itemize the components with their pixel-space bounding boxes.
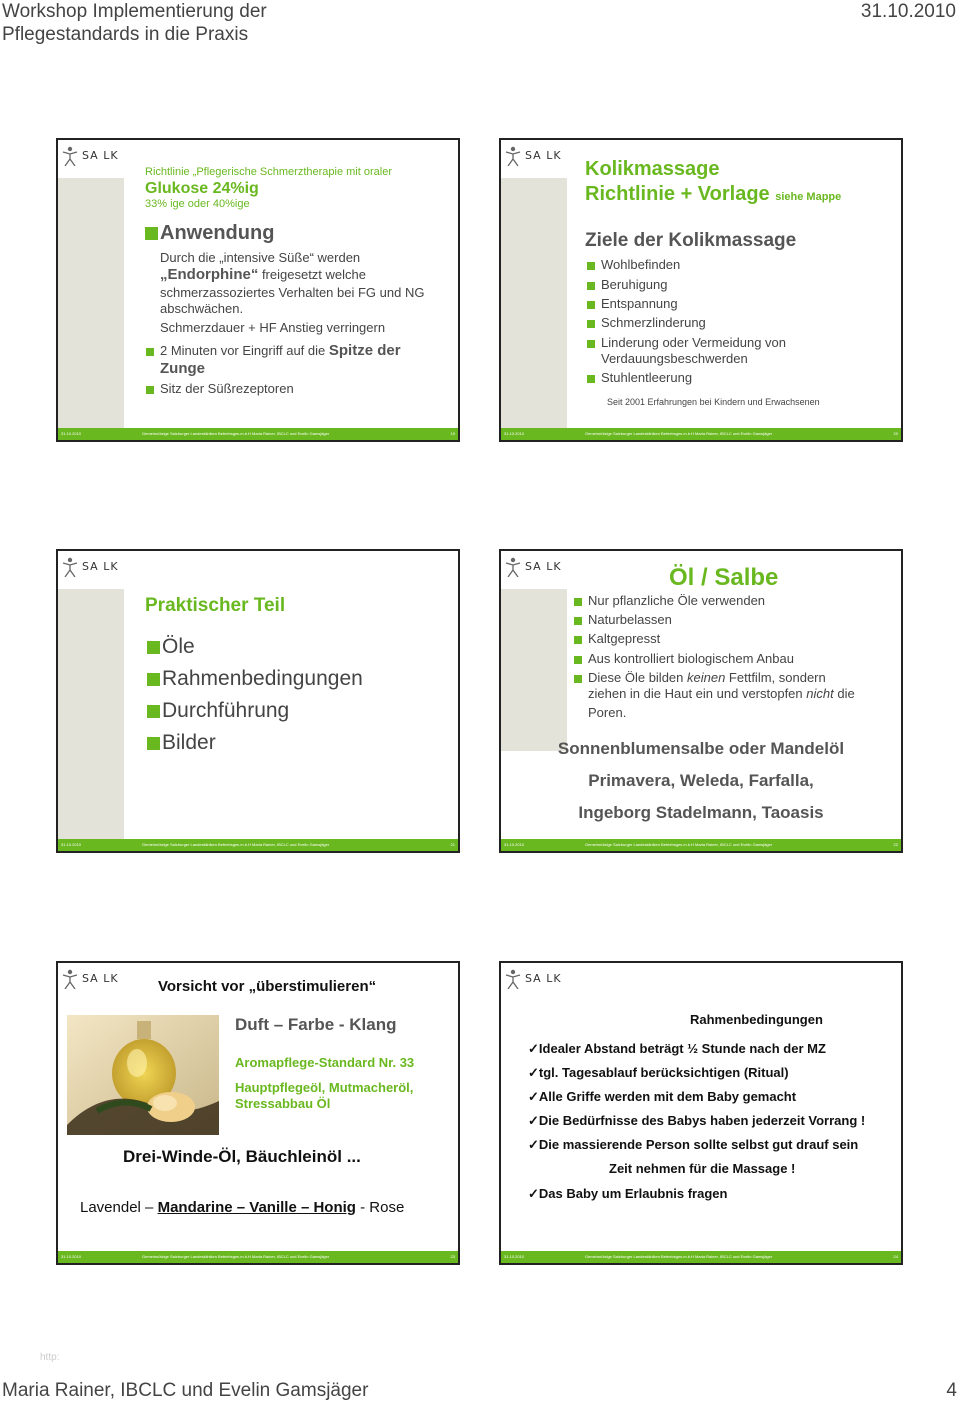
salk-logo: SA LK: [62, 969, 119, 989]
list-item: ✓Die Bedürfnisse des Babys haben jederzeit Vorrang !: [528, 1113, 866, 1128]
slide-heading: Duft – Farbe - Klang: [235, 1015, 397, 1034]
list-item: ✓Das Baby um Erlaubnis fragen: [528, 1186, 728, 1201]
list-item: Stuhlentleerung: [587, 370, 692, 385]
oil-bottle-flower-image: [67, 1015, 219, 1135]
list-item: Aus kontrolliert biologischem Anbau: [574, 651, 794, 666]
text-line: „Endorphine“ freigesetzt welche: [160, 266, 366, 283]
bullet-icon: [147, 673, 160, 686]
list-item: Durchführung: [147, 699, 289, 723]
list-item: Entspannung: [587, 296, 678, 311]
authors: Maria Rainer, IBCLC und Evelin Gamsjäger: [2, 1380, 369, 1401]
person-logo-icon: [62, 969, 78, 989]
bullet-icon: [587, 301, 595, 309]
list-item: ✓Die massierende Person sollte selbst gut drauf sein: [528, 1137, 859, 1152]
list-item: Rahmenbedingungen: [147, 667, 363, 691]
faint-url-text: http:: [40, 1352, 60, 1363]
text-line: Zeit nehmen für die Massage !: [609, 1161, 796, 1176]
text-line: abschwächen.: [160, 301, 244, 316]
bullet-icon: [146, 348, 154, 356]
bullet-icon: [574, 675, 582, 683]
page-number: 4: [946, 1380, 957, 1401]
slide-title: Vorsicht vor „überstimulieren“: [158, 978, 377, 995]
slide-footer: 31.10.2010 Gemeinnützige Salzburger Landeskliniken Betriebsges.m.b.H Maria Rainer, IBCLC und Evelin Gamsjäger 20: [501, 428, 901, 440]
text-line: Zunge: [160, 360, 205, 377]
slide-heading: Ziele der Kolikmassage: [585, 230, 797, 251]
bullet-icon: [587, 320, 595, 328]
salk-logo: SA LK: [62, 557, 119, 577]
bullet-icon: [574, 636, 582, 644]
list-item: Naturbelassen: [574, 612, 672, 627]
slide-title-line2: Richtlinie + Vorlage siehe Mappe: [585, 183, 842, 205]
bullet-icon: [146, 386, 154, 394]
salk-logo: SA LK: [505, 969, 562, 989]
list-item: ✓Alle Griffe werden mit dem Baby gemacht: [528, 1089, 797, 1104]
slide-title: Praktischer Teil: [145, 595, 286, 616]
list-item: Beruhigung: [587, 277, 668, 292]
slide-title: Kolikmassage: [585, 158, 720, 180]
person-logo-icon: [505, 969, 521, 989]
checkmark-icon: ✓: [528, 1089, 539, 1104]
oil-text: Hauptpflegeöl, Mutmacheröl,: [235, 1080, 414, 1095]
slide-21: [56, 549, 460, 853]
text-line: Durch die „intensive Süße“ werden: [160, 250, 361, 265]
document-title: Workshop Implementierung der Pflegestandards in die Praxis: [2, 1, 267, 45]
bullet-icon: [147, 737, 160, 750]
slide-footer: 31.10.2010 Gemeinnützige Salzburger Landeskliniken Betriebsges.m.b.H Maria Rainer, IBCLC und Evelin Gamsjäger 24: [501, 1251, 901, 1263]
bullet-icon: [587, 375, 595, 383]
slide-20: [499, 138, 903, 442]
salk-logo: SA LK: [505, 557, 562, 577]
bullet-icon: [147, 641, 160, 654]
list-item: Kaltgepresst: [574, 631, 660, 646]
bullet-icon: [147, 705, 160, 718]
list-item: ✓tgl. Tagesablauf berücksichtigen (Ritual): [528, 1065, 789, 1080]
slide-footer: 31.10.2010 Gemeinnützige Salzburger Landeskliniken Betriebsges.m.b.H Maria Rainer, IBCLC und Evelin Gamsjäger 22: [501, 839, 901, 851]
slide-title: Glukose 24%ig: [145, 180, 259, 197]
slide-footer: 31.10.2010 Gemeinnützige Salzburger Landeskliniken Betriebsges.m.b.H Maria Rainer, IBCLC und Evelin Gamsjäger 23: [58, 1251, 458, 1263]
product-line: Ingeborg Stadelmann, Taoasis: [578, 803, 824, 822]
slide-note: 33% ige oder 40%ige: [145, 198, 250, 210]
list-item: Sitz der Süßrezeptoren: [146, 381, 294, 396]
text-line: ziehen in die Haut ein und verstopfen nicht die: [588, 686, 855, 701]
slide-19: [56, 138, 460, 442]
text-line: Poren.: [588, 705, 627, 720]
scent-list: Lavendel – Mandarine – Vanille – Honig - Rose: [80, 1199, 405, 1216]
person-logo-icon: [62, 146, 78, 166]
bullet-icon: [145, 227, 158, 240]
slide-footer: 31.10.2010 Gemeinnützige Salzburger Landeskliniken Betriebsges.m.b.H Maria Rainer, IBCLC und Evelin Gamsjäger 19: [58, 428, 458, 440]
salk-logo: SA LK: [505, 146, 562, 166]
list-item: ✓Idealer Abstand beträgt ½ Stunde nach der MZ: [528, 1041, 826, 1056]
oil-text: Stressabbau Öl: [235, 1096, 331, 1111]
oil-names: Drei-Winde-Öl, Bäuchleinöl ...: [123, 1147, 361, 1166]
product-line: Sonnenblumensalbe oder Mandelöl: [557, 739, 845, 758]
standard-text: Aromapflege-Standard Nr. 33: [235, 1055, 415, 1070]
slide-footer: 31.10.2010 Gemeinnützige Salzburger Landeskliniken Betriebsges.m.b.H Maria Rainer, IBCLC und Evelin Gamsjäger 21: [58, 839, 458, 851]
list-item: Wohlbefinden: [587, 257, 680, 272]
bullet-icon: [587, 340, 595, 348]
list-item: Linderung oder Vermeidung von: [587, 335, 786, 350]
list-item: 2 Minuten vor Eingriff auf die Spitze der: [146, 342, 401, 359]
checkmark-icon: ✓: [528, 1186, 539, 1201]
text-line: Schmerzdauer + HF Anstieg verringern: [160, 320, 386, 335]
checkmark-icon: ✓: [528, 1137, 539, 1152]
slide-heading: Rahmenbedingungen: [690, 1012, 823, 1027]
slide-22: [499, 549, 903, 853]
person-logo-icon: [505, 557, 521, 577]
document-date: 31.10.2010: [860, 1, 956, 22]
slide-23: [56, 961, 460, 1265]
bullet-icon: [587, 262, 595, 270]
list-item: Diese Öle bilden keinen Fettfilm, sondern: [574, 670, 826, 685]
person-logo-icon: [62, 557, 78, 577]
person-logo-icon: [505, 146, 521, 166]
bullet-icon: [574, 598, 582, 606]
checkmark-icon: ✓: [528, 1041, 539, 1056]
list-item: Bilder: [147, 731, 216, 755]
product-line: Primavera, Weleda, Farfalla,: [588, 771, 814, 790]
list-item: Öle: [147, 635, 195, 659]
bullet-icon: [587, 282, 595, 290]
salk-logo: SA LK: [62, 146, 119, 166]
slide-heading: Anwendung: [145, 222, 274, 245]
text-line: Verdauungsbeschwerden: [601, 351, 748, 366]
slide-note: Seit 2001 Erfahrungen bei Kindern und Erwachsenen: [607, 397, 820, 407]
list-item: Nur pflanzliche Öle verwenden: [574, 593, 765, 608]
list-item: Schmerzlinderung: [587, 315, 706, 330]
slide-subtitle: Richtlinie „Pflegerische Schmerztherapie mit oraler: [145, 166, 392, 178]
checkmark-icon: ✓: [528, 1113, 539, 1128]
slide-title: Öl / Salbe: [669, 564, 779, 591]
bullet-icon: [574, 617, 582, 625]
text-line: schmerzassoziertes Verhalten bei FG und NG: [160, 285, 425, 300]
slide-24: [499, 961, 903, 1265]
checkmark-icon: ✓: [528, 1065, 539, 1080]
bullet-icon: [574, 656, 582, 664]
